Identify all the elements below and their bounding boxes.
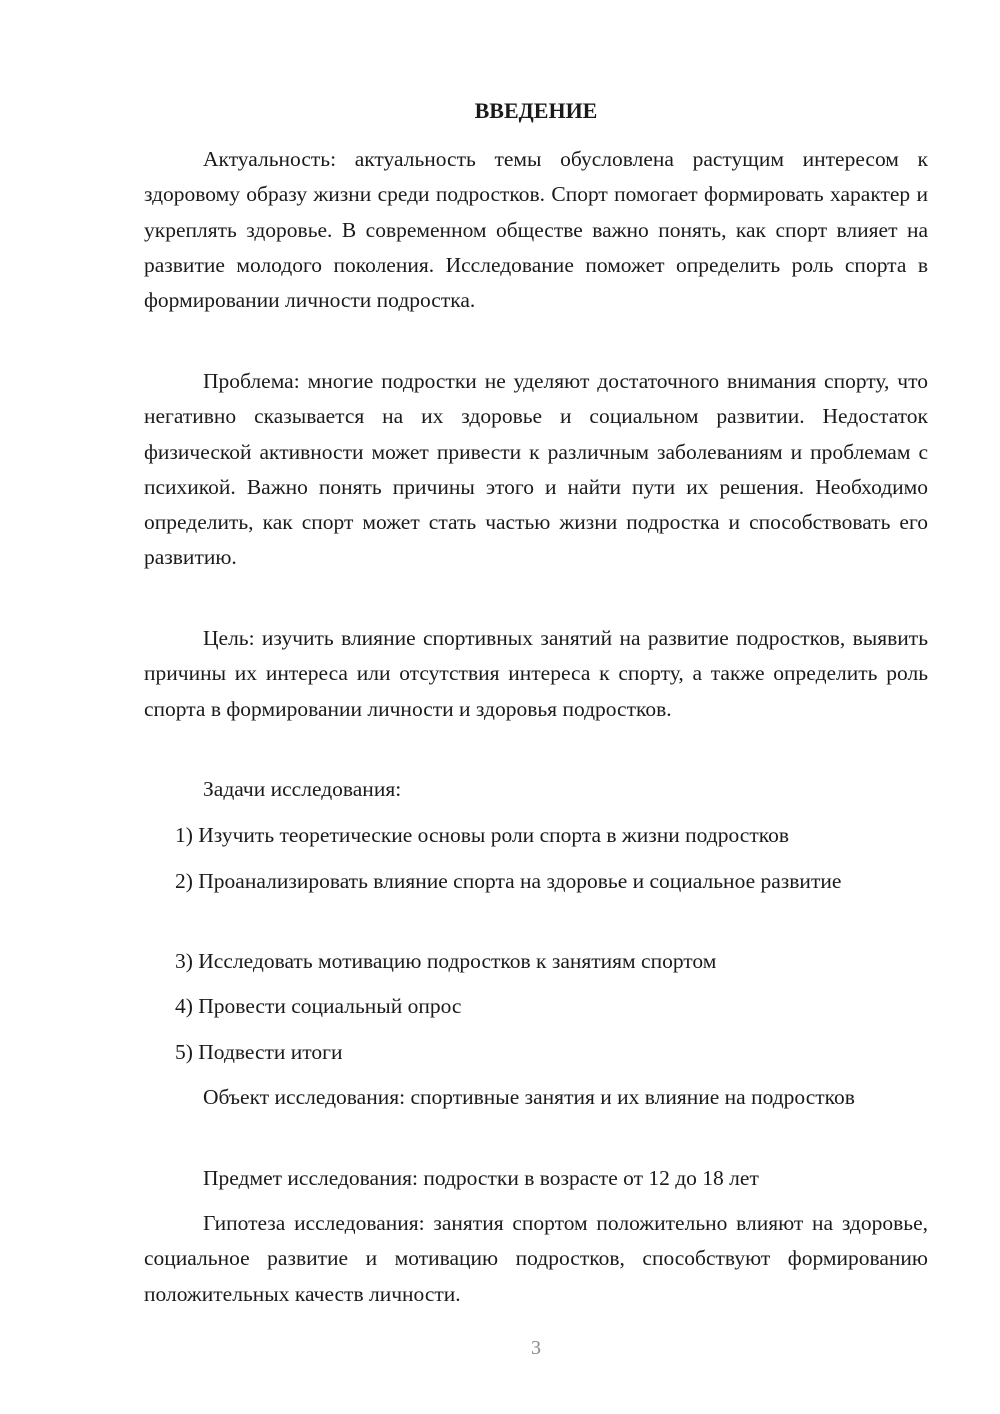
task-list-item-5: 5) Подвести итоги — [175, 1040, 343, 1064]
paragraph-relevance: Актуальность: актуальность темы обусловлена растущим интересом к здоровому образу жизни среди подростков. Спорт помогает формировать характер и укреплять здоровье. В современном обществе важно понять, как спорт влияет на развитие молодого поколения. Исследование поможет определить роль спорта в формировании личности подростка. — [144, 147, 928, 313]
tasks-title: Задачи исследования: — [203, 777, 402, 801]
page-title: ВВЕДЕНИЕ — [474, 98, 598, 123]
task-list-item-4: 4) Провести социальный опрос — [175, 994, 462, 1018]
task-list-item-3: 3) Исследовать мотивацию подростков к занятиям спортом — [175, 949, 717, 973]
paragraph-object: Объект исследования: спортивные занятия и их влияние на подростков — [203, 1085, 855, 1109]
paragraph-subject: Предмет исследования: подростки в возрасте от 12 до 18 лет — [203, 1166, 759, 1190]
paragraph-problem: Проблема: многие подростки не уделяют достаточного внимания спорту, что негативно сказывается на их здоровье и социальном развитии. Недостаток физической активности может привести к различным заболеваниям и проблемам с психикой. Важно понять причины этого и найти пути их решения. Необходимо определить, как спорт может стать частью жизни подростка и способствовать его развитию. — [144, 369, 928, 570]
page-number: 3 — [531, 1337, 541, 1359]
task-list-item-2: 2) Проанализировать влияние спорта на здоровье и социальное развитие — [175, 869, 842, 893]
paragraph-goal: Цель: изучить влияние спортивных занятий на развитие подростков, выявить причины их интереса или отсутствия интереса к спорту, а также определить роль спорта в формировании личности и здоровья подростков. — [144, 626, 928, 721]
paragraph-hypothesis: Гипотеза исследования: занятия спортом положительно влияют на здоровье, социальное развитие и мотивацию подростков, способствуют формированию положительных качеств личности. — [144, 1211, 928, 1306]
task-list-item-1: 1) Изучить теоретические основы роли спорта в жизни подростков — [175, 823, 789, 847]
